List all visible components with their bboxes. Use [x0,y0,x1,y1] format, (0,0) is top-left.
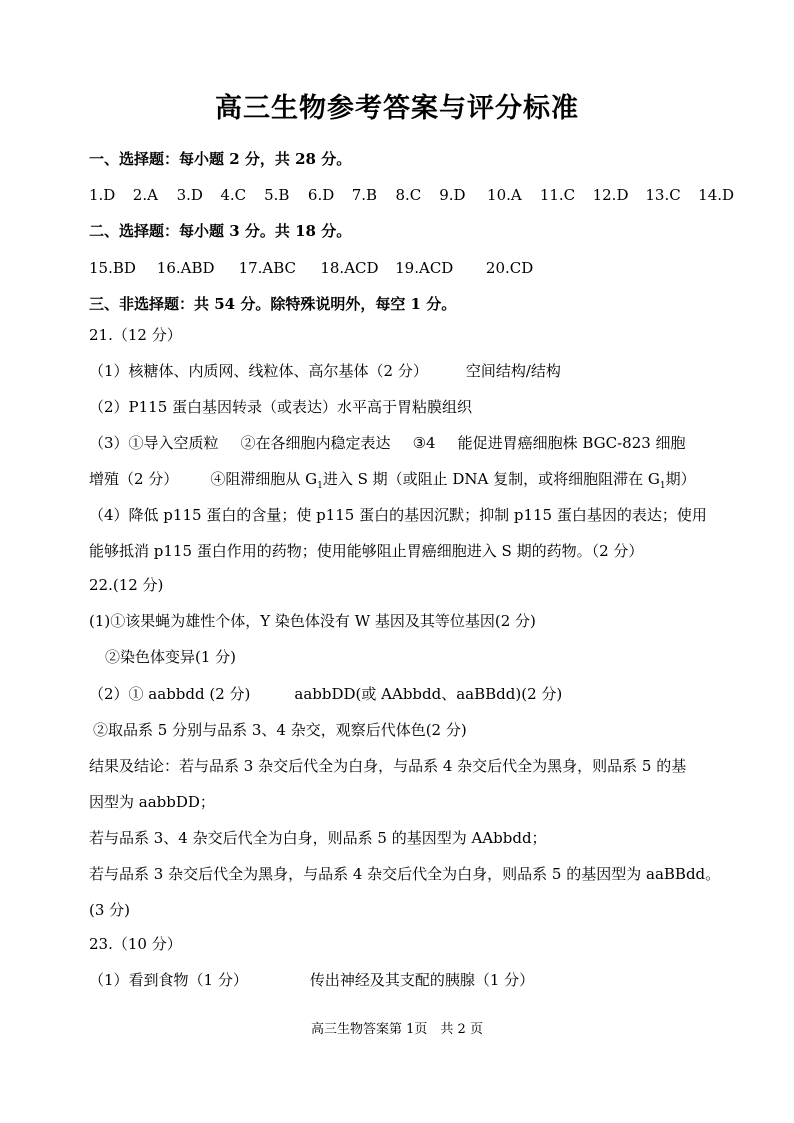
section-1-heading: 一、选择题：每小题 2 分，共 28 分。 [89,150,352,168]
q23-part1-answer-a: （1）看到食物（1 分） [89,971,248,989]
q21-part3 [89,433,686,453]
answer-item: 20.CD [485,259,534,277]
q21-part1-answer-b: 空间结构/结构 [465,362,561,380]
answer-item: 16.ABD [156,259,215,277]
q22-result-3: 若与品系 3、4 杂交后代全为白身，则品系 5 的基因型为 AAbbdd； [89,829,547,847]
answer-item: 3.D [176,186,203,204]
q22-result-1: 结果及结论：若与品系 3 杂交后代全为白身，与品系 4 杂交后代全为黑身，则品系 5 的基 [89,757,687,775]
q23-part1 [89,970,534,990]
q21-part3-answer-c: ③4 [412,434,436,452]
q21-part3-answer-d: 能促进胃癌细胞株 BGC-823 细胞 [457,434,686,452]
q21-part3-answer-f-cont: 进入 S 期（或阻止 DNA 复制，或将细胞阻滞在 G [322,470,660,488]
answer-item: 18.ACD [320,259,379,277]
subscript: 1 [317,481,323,491]
q22-part2-c: ②取品系 5 分别与品系 3、4 杂交，观察后代体色(2 分) [93,721,467,739]
q22-part1-b: ②染色体变异(1 分) [105,648,237,666]
answer-item: 6.D [307,186,335,204]
q21-part3-answer-f: ④阻滞细胞从 G [210,470,318,488]
page-footer: 高三生物答案第 1页 共 2 页 [311,1022,483,1037]
q21-part3-answer-a: （3）①导入空质粒 [89,434,219,452]
q22-result-2: 因型为 aabbDD； [89,793,215,811]
q21-part4-line1: （4）降低 p115 蛋白的含量；使 p115 蛋白的基因沉默；抑制 p115 蛋白基因的表达；使用 [89,506,707,524]
q21-part3-cont [89,469,696,496]
answer-item: 19.ACD [395,259,454,277]
answer-item: 4.C [220,186,247,204]
section-1-answers [89,185,734,205]
answer-item: 10.A [487,186,522,204]
answer-item: 12.D [592,186,629,204]
q22-header: 22.(12 分) [89,576,164,594]
answer-item: 9.D [439,186,466,204]
q21-part1-answer-a: （1）核糖体、内质网、线粒体、高尔基体（2 分） [89,362,428,380]
q22-result-4: 若与品系 3 杂交后代全为黑身，与品系 4 杂交后代全为白身，则品系 5 的基因型为 aaBBdd。 [89,865,721,883]
answer-item: 15.BD [89,259,136,277]
answer-item: 7.B [351,186,378,204]
answer-item: 8.C [395,186,422,204]
q21-part3-answer-e: 增殖（2 分） [89,470,179,488]
section-2-answers [89,258,533,278]
answer-item: 14.D [698,186,735,204]
answer-item: 13.C [645,186,681,204]
answer-item: 17.ABC [238,259,297,277]
answer-item: 5.B [264,186,290,204]
section-2-heading: 二、选择题：每小题 3 分。共 18 分。 [89,222,352,240]
q21-part1 [89,361,561,381]
q21-part3-answer-b: ②在各细胞内稳定表达 [240,434,391,452]
q21-part2: （2）P115 蛋白基因转录（或表达）水平高于胃粘膜组织 [89,398,473,416]
q22-result-5: (3 分) [89,901,131,919]
q23-part1-answer-b: 传出神经及其支配的胰腺（1 分） [309,971,535,989]
q21-header: 21.（12 分） [89,326,182,344]
answer-item: 1.D [89,186,116,204]
page-title: 高三生物参考答案与评分标准 [215,93,579,124]
q21-part4-line2: 能够抵消 p115 蛋白作用的药物；使用能够阻止胃癌细胞进入 S 期的药物。（2 分） [89,542,644,560]
answer-item: 2.A [132,186,158,204]
q23-header: 23.（10 分） [89,935,182,953]
q22-part2-answer-a: （2）① aabbdd (2 分) [89,685,251,703]
q22-part2 [89,684,562,704]
section-3-heading: 三、非选择题：共 54 分。除特殊说明外，每空 1 分。 [89,295,457,313]
q22-part2-answer-b: aabbDD(或 AAbbdd、aaBBdd)(2 分) [294,685,563,703]
answer-item: 11.C [539,186,576,204]
subscript: 1 [659,481,666,491]
q21-part3-answer-f-end: 期） [665,470,696,488]
q22-part1-a: (1)①该果蝇为雄性个体，Y 染色体没有 W 基因及其等位基因(2 分) [89,612,536,630]
